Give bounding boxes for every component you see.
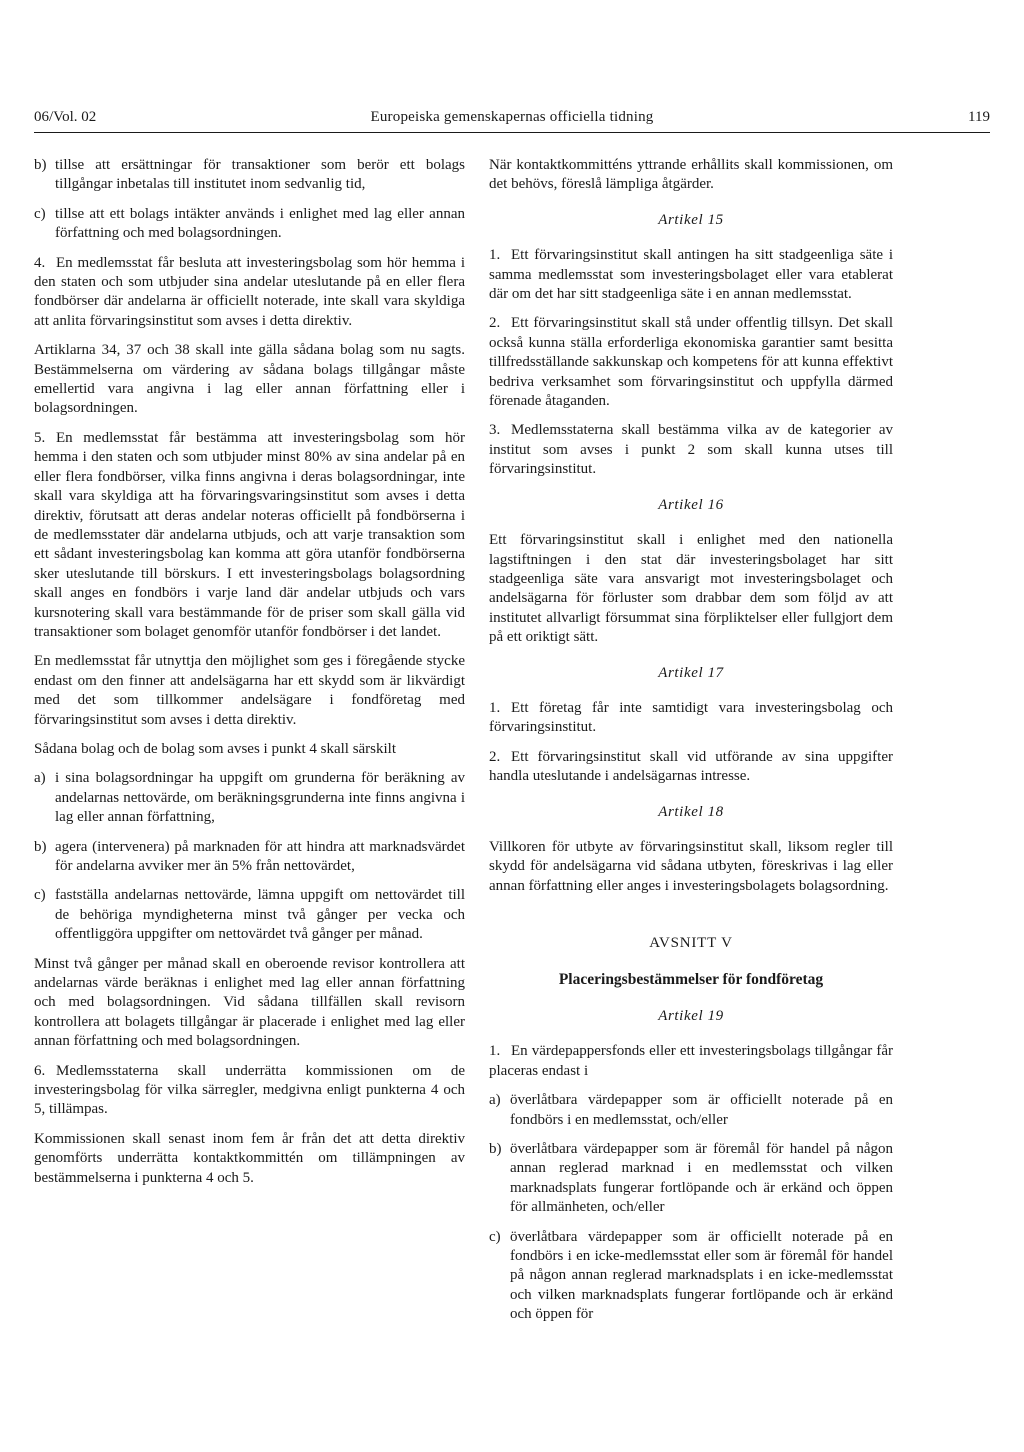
paragraph-1 [489, 699, 893, 738]
item-label: c) [34, 887, 46, 904]
item-text: överlåtbara värdepapper som är officiellt noterade på en fondbörs i en medlemsstat, och/eller [510, 1092, 893, 1128]
paragraph-text: Medlemsstaterna skall underrätta kommissionen om de investeringsbolag för vilka särregler, medgivna enligt punkterna 4 och 5, tillämpas. [34, 1062, 465, 1118]
article-heading: Artikel 19 [658, 1008, 724, 1024]
paragraph-text: Medlemsstaterna skall bestämma vilka av de kategorier av institut som avses i punkt 2 som skall kunna utses till förvaringsinstitut. [489, 422, 893, 478]
header-rule [34, 132, 990, 133]
paragraph: Kommissionen skall senast inom fem år från det att detta direktiv genomförts underrätta kontaktkommittén om tillämpningen av bestämmelserna i punkterna 4 och 5. [34, 1130, 465, 1186]
item-text: i sina bolagsordningar ha uppgift om grunderna för beräkning av andelarnas nettovärde, om beräkningsgrunderna inte finns angivna i lag eller annan författning, [55, 770, 465, 826]
paragraph: Sådana bolag och de bolag som avses i punkt 4 skall särskilt [34, 740, 397, 757]
paragraph-number: 4. [34, 254, 46, 271]
list-item-c [34, 886, 465, 944]
paragraph: En medlemsstat får utnyttja den möjlighet som ges i föregående stycke endast om den finner att andelsägarna har ett skydd som är likvärdigt med det som tillkommer andelsägare i fondföretag med förvaringsinstitut som avses i detta direktiv. [34, 653, 465, 728]
paragraph-1 [489, 1042, 893, 1081]
section-title: AVSNITT V [649, 935, 733, 952]
paragraph-number: 5. [34, 429, 46, 446]
item-label: c) [489, 1228, 501, 1245]
item-text: överlåtbara värdepapper som är officiellt noterade på en fondbörs i en icke-medlemsstat eller som är föremål för handel på någon annan reglerad marknadsplats i en icke-medlemsstat och vilken marknadsplats fungerar fortlöpande och är erkänd och öppen för [510, 1228, 893, 1323]
paragraph-text: Ett förvaringsinstitut skall antingen ha sitt stadgeenliga säte i samma medlemsstat som investeringsbolaget eller vara etablerat där om det har sitt stadgeenliga säte i en annan medlemsstat. [489, 247, 893, 303]
item-text: fastställa andelarnas nettovärde, lämna uppgift om nettovärdet till de behöriga myndigheterna minst två gånger per vecka och offentliggöra uppgifter om nettovärdet två gånger per månad. [55, 887, 465, 943]
item-label: b) [34, 838, 47, 855]
list-item-b [34, 156, 465, 195]
item-text: överlåtbara värdepapper som är föremål för handel på någon annan reglerad marknad i en medlemsstat och vilken marknadsplats fungerar fortlöpande och är erkänd och öppen för allmänheten, och/eller [510, 1141, 893, 1216]
paragraph: Minst två gånger per månad skall en oberoende revisor kontrollera att andelarnas värde beräknas i enlighet med lag eller annan författning och med bolagsordningen. Vid sådana tillfällen skall revisorn kontrollera att bolagets tillgångar är placerade i enlighet med lag eller annan författning och med bolagsordningen. [34, 955, 465, 1050]
paragraph-text: Ett förvaringsinstitut skall vid utförande av sina uppgifter handla uteslutande i andelsägarnas intresse. [489, 748, 893, 785]
paragraph-1 [489, 246, 893, 304]
paragraph: Villkoren för utbyte av förvaringsinstitut skall, liksom regler till skydd för andelsägarna vid sådana utbyten, föreskrivas i lag eller annan författning eller anges i investeringsbolagets bolagsordning. [489, 838, 893, 894]
volume-number: 06/Vol. 02 [34, 109, 97, 125]
item-label: b) [489, 1141, 502, 1158]
section-heading: Placeringsbestämmelser för fondföretag [558, 970, 824, 988]
item-label: a) [34, 770, 46, 787]
paragraph-number: 3. [489, 422, 501, 439]
paragraph: Artiklarna 34, 37 och 38 skall inte gälla sådana bolag som nu sagts. Bestämmelserna om värdering av sådana bolags tillgångar måste emellertid vara angivna i lag eller annan författning eller i bolagsordningen. [34, 342, 465, 417]
running-header [34, 104, 990, 130]
paragraph-2 [489, 748, 893, 787]
item-label: c) [34, 205, 46, 222]
article-heading: Artikel 17 [658, 664, 724, 681]
paragraph-text: En medlemsstat får bestämma att investeringsbolag som hör hemma i den staten och som utbjuder minst 80% av sina andelar på en eller flera fondbörser, vilka finns angivna i deras bolagsordningar, inte skall vara skyldiga att ha förvaringsvaringsinstitut som avses i detta direktiv, förutsatt att deras andelar noteras officiellt på fondbörserna i de medlemsstater där andelarna utbjuds, och att varje transaktion som ett sådant investeringsbolag kan komma att göra utanför fondbörserna sker uteslutande till börskurs. I ett investeringsbolags bolagsordning skall anges en fondbörs i varje land där andelar utbjuds och vars kursnotering skall vara bestämmande för de priser som skall gälla vid transaktioner som bolaget genomför utanför fondbörser i det landet. [34, 429, 465, 640]
left-column [34, 156, 465, 1198]
item-label: a) [489, 1092, 501, 1109]
journal-title: Europeiska gemenskapernas officiella tidning [370, 109, 654, 125]
item-text: tillse att ersättningar för transaktioner som berör ett bolags tillgångar inbetalas till institutet inom sedvanlig tid, [55, 157, 465, 193]
article-heading: Artikel 16 [658, 496, 724, 513]
paragraph-number: 2. [489, 315, 501, 332]
right-column [489, 156, 893, 1335]
paragraph-4 [34, 254, 465, 332]
paragraph-2 [489, 314, 893, 411]
list-item-b [489, 1140, 893, 1218]
paragraph-6 [34, 1062, 465, 1120]
item-text: tillse att ett bolags intäkter används i enlighet med lag eller annan författning och med bolagsordningen. [55, 205, 465, 242]
article-heading: Artikel 15 [658, 211, 724, 228]
list-item-b [34, 838, 465, 877]
paragraph-3 [489, 421, 893, 479]
paragraph-number: 2. [489, 748, 501, 765]
article-heading: Artikel 18 [658, 803, 724, 820]
page-number: 119 [968, 109, 990, 125]
paragraph-text: En medlemsstat får besluta att investeringsbolag som hör hemma i den staten och som utbjuder sina andelar uteslutande på en eller flera fondbörser där andelarna är officiellt noterade, inte skall vara skyldiga att anlita förvaringsinstitut som avses i detta direktiv. [34, 254, 465, 329]
paragraph-text: Ett förvaringsinstitut skall stå under offentlig tillsyn. Det skall också kunna ställa erforderliga ekonomiska garantier samt besitta tillfredsställande sakkunskap och kompetens för att kunna effektivt bedriva verksamhet som förvaringsinstitut och uppfylla därmed förenade åtaganden. [489, 315, 893, 410]
list-item-c [489, 1228, 893, 1325]
list-item-c [34, 205, 465, 244]
paragraph-number: 1. [489, 1043, 501, 1060]
list-item-a [489, 1091, 893, 1130]
paragraph-text: Ett företag får inte samtidigt vara investeringsbolag och förvaringsinstitut. [489, 699, 893, 736]
paragraph-number: 1. [489, 699, 501, 716]
paragraph: När kontaktkommitténs yttrande erhållits skall kommissionen, om det behövs, föreslå lämpliga åtgärder. [489, 157, 893, 193]
paragraph-5 [34, 429, 465, 642]
list-item-a [34, 769, 465, 827]
paragraph-text: En värdepappersfonds eller ett investeringsbolags tillgångar får placeras endast i [489, 1043, 893, 1079]
paragraph-number: 6. [34, 1062, 46, 1079]
item-label: b) [34, 157, 47, 173]
paragraph: Ett förvaringsinstitut skall i enlighet med den nationella lagstiftningen i den stat där investeringsbolaget har sitt stadgeenliga säte vara ansvarigt mot investeringsbolaget och andelsägarna för förluster som drabbar dem som följd av att institutet allvarligt försummat sina förpliktelser eller fullgjort dem på ett oriktigt sätt. [489, 532, 893, 646]
item-text: agera (intervenera) på marknaden för att hindra att marknadsvärdet för andelarna avviker mer än 5% från nettovärdet, [55, 838, 465, 874]
paragraph-number: 1. [489, 247, 501, 264]
